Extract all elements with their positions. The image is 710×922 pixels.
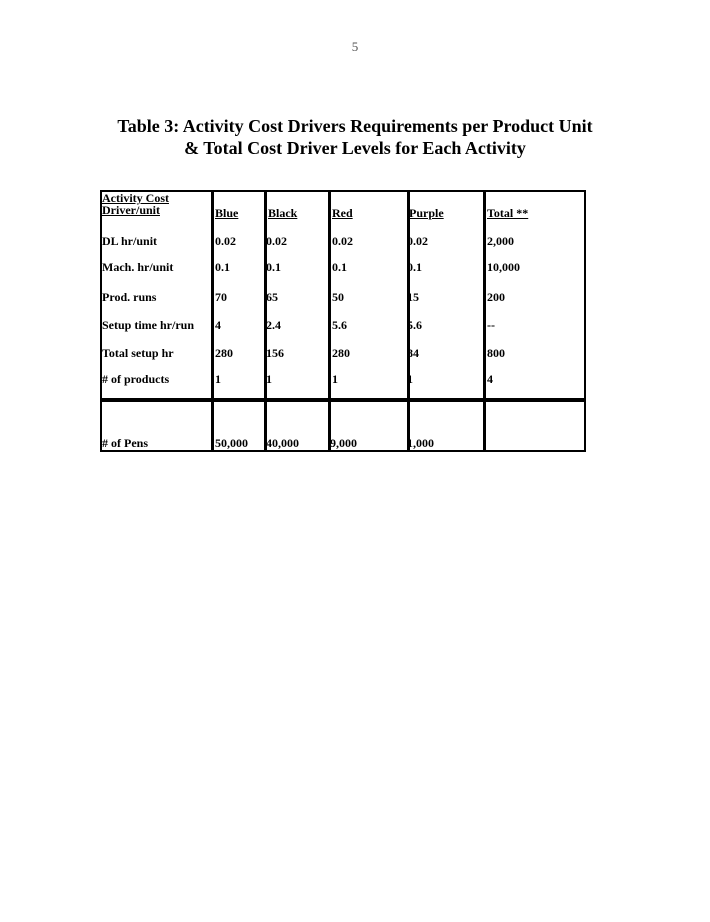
table-title-line-2: & Total Cost Driver Levels for Each Activity <box>184 138 526 158</box>
table-cell: 4 <box>487 372 493 386</box>
row-divider <box>102 398 584 402</box>
table-cell: 0.1 <box>332 260 347 274</box>
header-cell-activity: Activity Cost Driver/unit <box>102 191 169 217</box>
table-cell: 1,000 <box>407 436 434 450</box>
table-cell: 15 <box>407 290 419 304</box>
table-cell: 40,000 <box>266 436 299 450</box>
table-title-line-1: Table 3: Activity Cost Drivers Requirements per Product Unit <box>117 116 593 136</box>
table-cell: 50,000 <box>215 436 248 450</box>
table-cell: 200 <box>487 290 505 304</box>
column-divider <box>211 192 214 450</box>
table-cell: 800 <box>487 346 505 360</box>
table-cell: 280 <box>215 346 233 360</box>
row-label-mach-hr: Mach. hr/unit <box>102 260 174 274</box>
table-title <box>0 115 710 159</box>
table-cell: 280 <box>332 346 350 360</box>
cost-driver-table <box>100 190 586 452</box>
table-cell: -- <box>487 318 495 332</box>
row-label-dl-hr: DL hr/unit <box>102 234 158 248</box>
table-cell: 65 <box>266 290 278 304</box>
table-cell: 0.02 <box>407 234 428 248</box>
table-cell: 50 <box>332 290 344 304</box>
header-cell-red: Red <box>332 206 353 220</box>
row-label-prod-runs: Prod. runs <box>102 290 157 304</box>
table-cell: 4 <box>215 318 221 332</box>
table-cell: 70 <box>215 290 227 304</box>
table-cell: 1 <box>332 372 338 386</box>
row-label-total-setup: Total setup hr <box>102 346 174 360</box>
table-cell: 2,000 <box>487 234 514 248</box>
header-cell-black: Black <box>268 206 298 220</box>
table-cell: 0.02 <box>266 234 287 248</box>
header-cell-purple: Purple <box>409 206 444 220</box>
column-divider <box>328 192 331 450</box>
table-cell: 5.6 <box>332 318 347 332</box>
table-cell: 156 <box>266 346 284 360</box>
table-cell: 0.1 <box>407 260 422 274</box>
table-cell: 0.02 <box>332 234 353 248</box>
table-cell: 5.6 <box>407 318 422 332</box>
row-label-pens: # of Pens <box>102 436 148 450</box>
table-cell: 0.1 <box>215 260 230 274</box>
table-cell: 1 <box>407 372 413 386</box>
table-cell: 84 <box>407 346 419 360</box>
header-cell-blue: Blue <box>215 206 239 220</box>
table-cell: 9,000 <box>330 436 357 450</box>
table-cell: 1 <box>266 372 272 386</box>
table-cell: 1 <box>215 372 221 386</box>
column-divider <box>483 192 486 450</box>
row-label-setup-time: Setup time hr/run <box>102 318 195 332</box>
table-cell: 10,000 <box>487 260 520 274</box>
page-number: 5 <box>351 39 359 54</box>
row-label-products: # of products <box>102 372 170 386</box>
table-cell: 0.1 <box>266 260 281 274</box>
header-cell-total: Total ** <box>487 206 529 220</box>
table-cell: 0.02 <box>215 234 236 248</box>
table-cell: 2.4 <box>266 318 281 332</box>
